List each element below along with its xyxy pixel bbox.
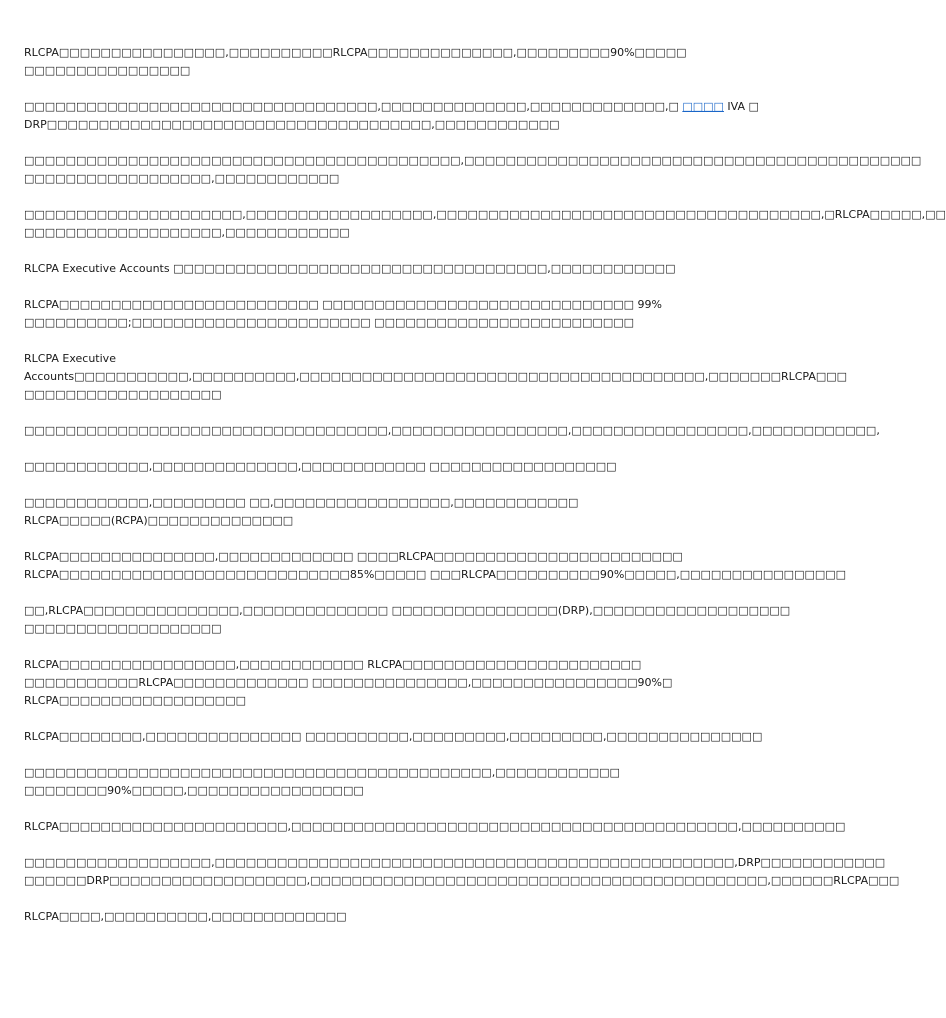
paragraph-10 (24, 494, 720, 530)
paragraph-5 (24, 260, 720, 278)
text-line: □□□□□□□□□□□□□□□□□□□ (24, 388, 222, 401)
text-line: □□□□□□DRP□□□□□□□□□□□□□□□□□□□,□□□□□□□□□□□□□□□□□□□□□□□□□□□□□□□□□□□□□□□□□□□□,□□□□□□RLCPA□□□ (24, 874, 900, 887)
text-line: □□□□□□□□□□□RLCPA□□□□□□□□□□□□□ □□□□□□□□□□□□□□□,□□□□□□□□□□□□□□□□90%□ (24, 676, 673, 689)
text-line: □□□□□□□□□□□□,□□□□□□□□□ □□,□□□□□□□□□□□□□□□□□,□□□□□□□□□□□□ (24, 496, 579, 509)
text-line: RLCPA□□□□□□□□□□□□□□□□,□□□□□□□□□□RLCPA□□□□□□□□□□□□□□,□□□□□□□□□90%□□□□□ (24, 46, 687, 59)
text-line: □□,RLCPA□□□□□□□□□□□□□□□,□□□□□□□□□□□□□□ □□□□□□□□□□□□□□□□(DRP),□□□□□□□□□□□□□□□□□□□ (24, 604, 791, 617)
text-line: RLCPA□□□□□□□□□□□□□□□□□□ (24, 694, 246, 707)
paragraph-12 (24, 602, 791, 638)
paragraph-2 (24, 98, 759, 134)
text-line: RLCPA□□□□□□□□,□□□□□□□□□□□□□□□ □□□□□□□□□□,□□□□□□□□□,□□□□□□□□□,□□□□□□□□□□□□□□□ (24, 730, 763, 743)
text-line: □□□□□□□□□□;□□□□□□□□□□□□□□□□□□□□□□□ □□□□□□□□□□□□□□□□□□□□□□□□□ (24, 316, 635, 329)
text-line: □□□□□□□□90%□□□□□,□□□□□□□□□□□□□□□□□ (24, 784, 364, 797)
text-line: □□□□□□□□□□□□□□□□□□□□□□□□□□□□□□□□□□□□□□□□□□,□□□□□□□□□□□□□□□□□□□□□□□□□□□□□□□□□□□□□□□□□□□□ (24, 154, 922, 167)
text-line: RLCPA□□□□□(RCPA)□□□□□□□□□□□□□□ (24, 514, 294, 527)
text-line: □□□□□□□□□□□□□□□□□□□,□□□□□□□□□□□□ (24, 226, 350, 239)
text-line: □□□□□□□□□□□□□□□□□□,□□□□□□□□□□□□ (24, 172, 340, 185)
text-line: RLCPA□□□□□□□□□□□□□□□□□,□□□□□□□□□□□□ RLCPA□□□□□□□□□□□□□□□□□□□□□□□ (24, 658, 642, 671)
text-segment: IVA □ (723, 100, 759, 113)
paragraph-11 (24, 548, 847, 584)
paragraph-18 (24, 908, 720, 926)
paragraph-16 (24, 818, 846, 836)
text-line: Accounts□□□□□□□□□□□,□□□□□□□□□□,□□□□□□□□□□□□□□□□□□□□□□□□□□□□□□□□□□□□□□□,□□□□□□□RLCPA□□□ (24, 370, 848, 383)
paragraph-1 (24, 44, 720, 80)
text-line: RLCPA□□□□,□□□□□□□□□□,□□□□□□□□□□□□□ (24, 910, 347, 923)
text-line: □□□□□□□□□□□□□□□□□□□□□□□□□□□□□□□□□□□□□□□□□□□□□,□□□□□□□□□□□□ (24, 766, 620, 779)
paragraph-7 (24, 350, 848, 404)
text-segment: □□□□□□□□□□□□□□□□□□□□□□□□□□□□□□□□□□,□□□□□□□□□□□□□□,□□□□□□□□□□□□□,□ (24, 100, 683, 113)
text-line: RLCPA□□□□□□□□□□□□□□□□□□□□□□□□□ □□□□□□□□□□□□□□□□□□□□□□□□□□□□□□ 99% (24, 298, 662, 311)
text-line: □□□□□□□□□□□□□□□□□□□ (24, 622, 222, 635)
text-line: □□□□□□□□□□□□□□□□□□□□□,□□□□□□□□□□□□□□□□□□,□□□□□□□□□□□□□□□□□□□□□□□□□□□□□□□□□□□□□,□RLCPA□□□□□,□□ (24, 208, 946, 221)
document-body (24, 44, 946, 944)
paragraph-3 (24, 152, 922, 188)
paragraph-4 (24, 206, 946, 242)
inline-link[interactable]: □□□□ (682, 100, 724, 113)
paragraph-14 (24, 728, 763, 746)
paragraph-17 (24, 854, 900, 890)
text-line: □□□□□□□□□□□□,□□□□□□□□□□□□□□,□□□□□□□□□□□□ □□□□□□□□□□□□□□□□□□ (24, 460, 617, 473)
text-line: RLCPA□□□□□□□□□□□□□□□□□□□□□□□□□□□□85%□□□□□ □□□RLCPA□□□□□□□□□□90%□□□□□,□□□□□□□□□□□□□□□□ (24, 568, 847, 581)
paragraph-15 (24, 764, 720, 800)
text-line: □□□□□□□□□□□□□□□□□□,□□□□□□□□□□□□□□□□□□□□□□□□□□□□□□□□□□□□□□□□□□□□□□□□□□,DRP□□□□□□□□□□□□ (24, 856, 886, 869)
text-line: □□□□□□□□□□□□□□□□ (24, 64, 191, 77)
paragraph-8 (24, 422, 880, 440)
paragraph-9 (24, 458, 720, 476)
text-line: □□□□□□□□□□□□□□□□□□□□□□□□□□□□□□□□□□□,□□□□□□□□□□□□□□□□□,□□□□□□□□□□□□□□□□□,□□□□□□□□□□□□, (24, 424, 880, 437)
text-line: RLCPA Executive Accounts □□□□□□□□□□□□□□□□□□□□□□□□□□□□□□□□□□□□,□□□□□□□□□□□□ (24, 262, 676, 275)
text-line: RLCPA Executive (24, 352, 116, 365)
text-line: RLCPA□□□□□□□□□□□□□□□,□□□□□□□□□□□□□ □□□□RLCPA□□□□□□□□□□□□□□□□□□□□□□□□ (24, 550, 683, 563)
text-line: DRP□□□□□□□□□□□□□□□□□□□□□□□□□□□□□□□□□□□□□,□□□□□□□□□□□□ (24, 118, 560, 131)
paragraph-13 (24, 656, 720, 710)
text-line-with-link (24, 98, 759, 116)
text-line: RLCPA□□□□□□□□□□□□□□□□□□□□□□,□□□□□□□□□□□□□□□□□□□□□□□□□□□□□□□□□□□□□□□□□□□,□□□□□□□□□□ (24, 820, 846, 833)
paragraph-6 (24, 296, 720, 332)
